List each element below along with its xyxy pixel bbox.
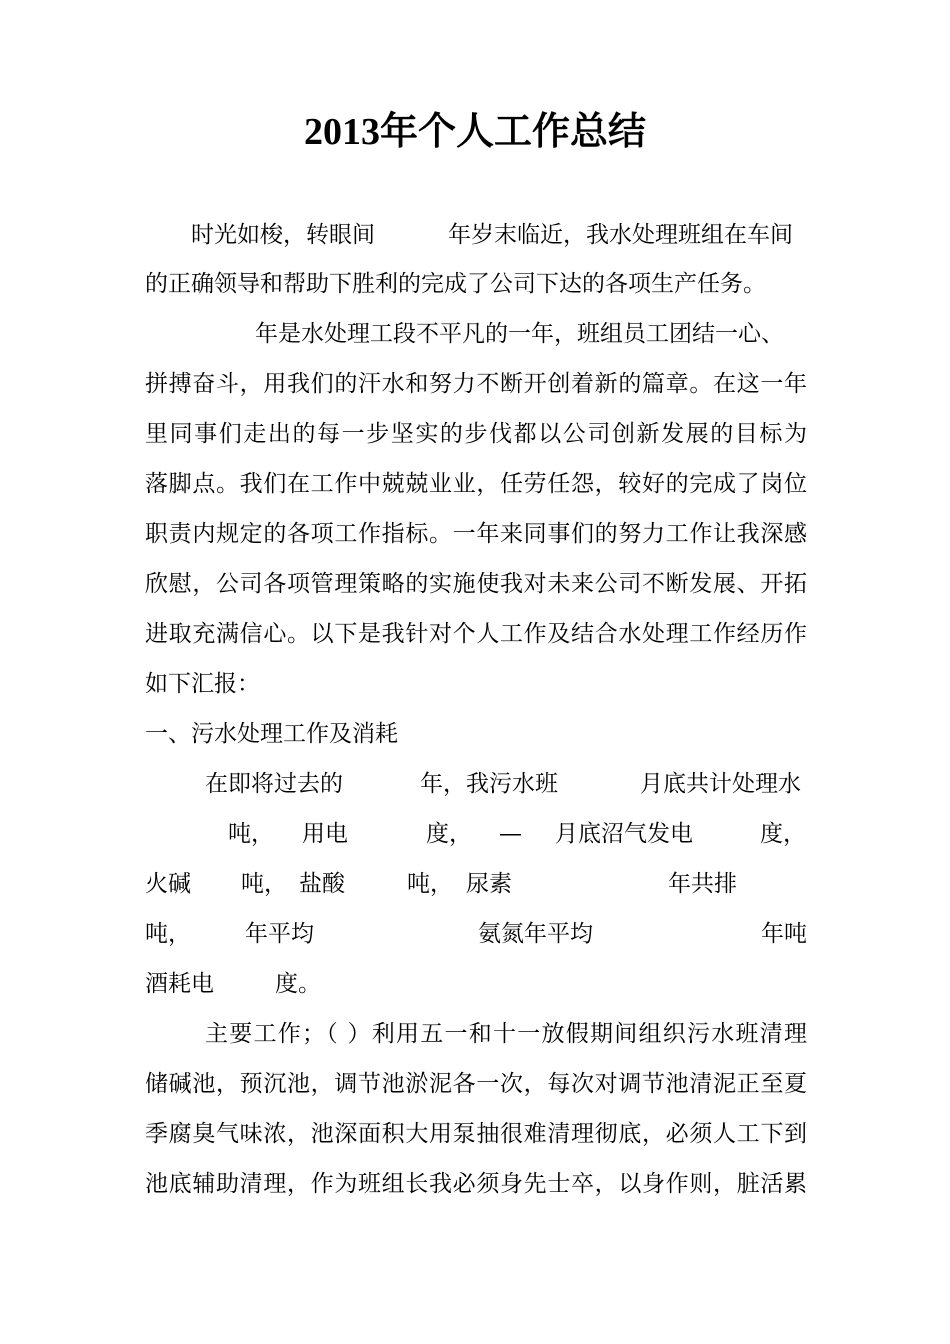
work-line-3: 季腐臭气味浓，池深面积大用泵抽很难清理彻底，必须人工下到 (145, 1121, 807, 1147)
work-line-4: 池底辅助清理，作为班组长我必须身先士卒，以身作则，脏活累 (145, 1171, 807, 1197)
stats-cell: 吨， (407, 871, 453, 897)
stats-cell: 酒耗电 (145, 971, 214, 997)
para2-line-8: 如下汇报： (145, 671, 260, 697)
stats-cell: 在即将过去的 (205, 771, 343, 797)
stats-row-1 (145, 764, 807, 804)
work-line-1 (145, 1014, 807, 1054)
para2-line-5: 职责内规定的各项工作指标。一年来同事们的努力工作让我深感 (145, 521, 807, 547)
stats-cell: 年平均 (245, 921, 314, 947)
stats-cell: 年吨 (761, 921, 807, 947)
para2-line-4: 落脚点。我们在工作中兢兢业业，任劳任怨，较好的完成了岗位 (145, 471, 807, 497)
stats-row-2 (145, 814, 807, 854)
stats-cell: 月底共计处理水 (640, 771, 801, 797)
stats-cell: 火碱 (145, 871, 191, 897)
stats-cell: 盐酸 (299, 871, 345, 897)
para2-line-1 (145, 314, 807, 354)
intro-line-2: 的正确领导和帮助下胜利的完成了公司下达的各项生产任务。 (145, 271, 766, 297)
stats-row-3 (145, 864, 807, 904)
stats-cell: — (499, 821, 522, 847)
para2-line-3: 里同事们走出的每一步坚实的步伐都以公司创新发展的目标为 (145, 421, 807, 447)
page-title: 2013年个人工作总结 (303, 111, 646, 153)
text-segment: 主要工作；（ ）利用五一和十一放假期间组织污水班清理 (205, 1021, 807, 1047)
stats-cell: 氨氮年平均 (478, 921, 593, 947)
stats-cell: 月底沼气发电 (555, 821, 693, 847)
stats-cell: 吨， (228, 821, 274, 847)
stats-cell: 年共排 (668, 871, 737, 897)
para2-line-6: 欣慰，公司各项管理策略的实施使我对未来公司不断发展、开拓 (145, 571, 807, 597)
stats-cell: 吨， (241, 871, 287, 897)
work-line-2: 储碱池，预沉池，调节池淤泥各一次，每次对调节池清泥正至夏 (145, 1071, 807, 1097)
stats-row-4 (145, 914, 807, 954)
stats-cell: 吨， (145, 921, 191, 947)
stats-cell: 度， (426, 821, 472, 847)
intro-line-1 (145, 215, 807, 255)
text-segment: 年是水处理工段不平凡的一年，班组员工团结一心、 (255, 321, 784, 347)
text-segment: 年岁末临近，我水处理班组在车间 (448, 222, 793, 248)
stats-cell: 年，我污水班 (420, 771, 558, 797)
stats-cell: 尿素 (466, 871, 512, 897)
stats-cell: 度。 (275, 971, 321, 997)
section-heading: 一、污水处理工作及消耗 (145, 721, 398, 747)
para2-line-2: 拼搏奋斗，用我们的汗水和努力不断开创着新的篇章。在这一年 (145, 371, 807, 397)
stats-row-5 (145, 964, 807, 1004)
stats-cell: 用电 (302, 821, 348, 847)
para2-line-7: 进取充满信心。以下是我针对个人工作及结合水处理工作经历作 (145, 621, 807, 647)
stats-cell: 度， (760, 821, 806, 847)
text-segment: 时光如梭，转眼间 (191, 222, 375, 248)
